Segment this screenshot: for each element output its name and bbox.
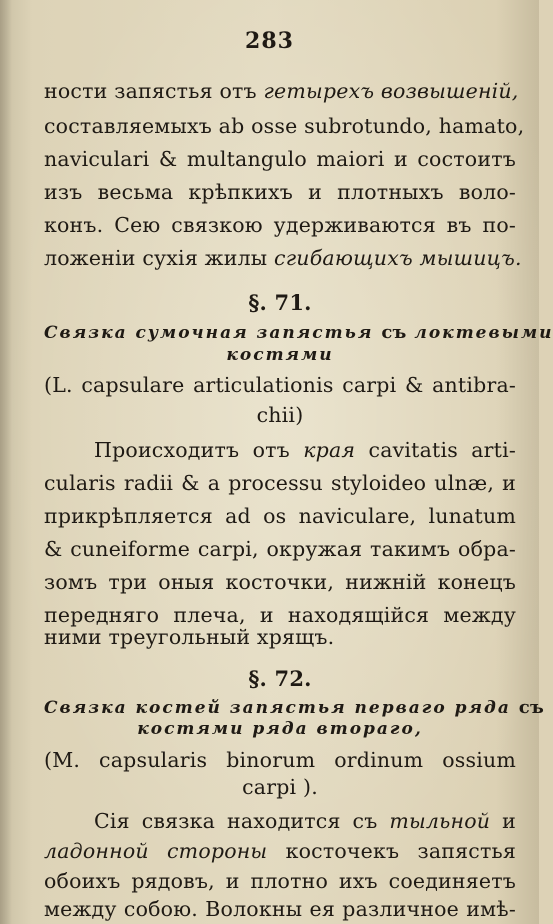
italic-term: гетырехъ возвышеній, xyxy=(263,79,519,103)
section-71-latin-line-1: (L. capsulare articulationis carpi & antibra- xyxy=(44,373,516,397)
section-72-para-line-2 xyxy=(44,838,516,864)
italic-term: сгибающихъ мышицъ. xyxy=(274,246,522,270)
text-line-3: naviculari & multangulo maiori и состоитъ xyxy=(44,147,516,171)
section-71-latin-line-2: chii) xyxy=(256,403,304,427)
text-line-5: конъ. Сею связкою удерживаются въ по- xyxy=(44,213,516,237)
section-71-title-line-2: костями xyxy=(226,345,334,365)
italic-term: тыльной xyxy=(389,809,491,833)
section-71-number: §. 71. xyxy=(248,290,312,315)
text-line-6 xyxy=(44,245,522,271)
text-span: ности запястья отъ xyxy=(44,79,264,103)
text-span: ложеніи сухія жилы xyxy=(44,246,275,270)
title-conjunction: съ xyxy=(518,697,544,718)
title-span: Связка сумочная запястья xyxy=(44,323,382,343)
title-span: локтевыми xyxy=(406,323,553,343)
section-71-para-line-4: & cuneiforme carpi, окружая такимъ обра- xyxy=(44,537,516,561)
italic-term: края xyxy=(303,438,356,462)
section-71-para-line-3: прикрѣпляется ad os naviculare, lunatum xyxy=(44,504,516,528)
section-71-para-line-6: передняго плеча, и находящійся между xyxy=(44,603,516,627)
text-line-2: составляемыхъ ab osse subrotundo, hamato, xyxy=(44,114,525,138)
section-71-para-line-7: ними треугольный хрящъ. xyxy=(44,625,335,649)
section-72-para-line-1 xyxy=(44,808,516,834)
section-72-para-line-4: между собою. Волокны ея различное имѣ- xyxy=(44,897,516,921)
text-span: косточекъ запястья xyxy=(267,839,517,863)
section-72-title-line-2: костями ряда втораго, xyxy=(137,719,423,739)
section-72-number: §. 72. xyxy=(248,666,312,691)
section-71-para-line-2: cularis radii & a processu styloideo ulnæ, и xyxy=(44,471,516,495)
text-line-4: изъ весьма крѣпкихъ и плотныхъ воло- xyxy=(44,180,516,204)
section-71-para-line-1 xyxy=(44,437,516,463)
text-span: cavitatis arti- xyxy=(355,438,516,462)
text-span: Происходитъ отъ xyxy=(94,438,304,462)
text-span: и xyxy=(490,809,516,833)
text-line-1 xyxy=(44,78,519,104)
section-72-latin-line-2: carpi ). xyxy=(242,775,318,799)
section-72-para-line-3: обоихъ рядовъ, и плотно ихъ соединяетъ xyxy=(44,869,516,893)
section-71-para-line-5: зомъ три оныя косточки, нижній конецъ xyxy=(44,570,516,594)
title-span: Связка костей запястья перваго ряда xyxy=(44,698,519,718)
italic-term: ладонной стороны xyxy=(44,839,268,863)
section-72-latin-line-1: (M. capsularis binorum ordinum ossium xyxy=(44,748,516,772)
title-conjunction: съ xyxy=(381,322,407,343)
page-number: 283 xyxy=(245,28,294,54)
page-gutter-shadow xyxy=(0,0,12,924)
text-span: Сія связка находится съ xyxy=(94,809,390,833)
